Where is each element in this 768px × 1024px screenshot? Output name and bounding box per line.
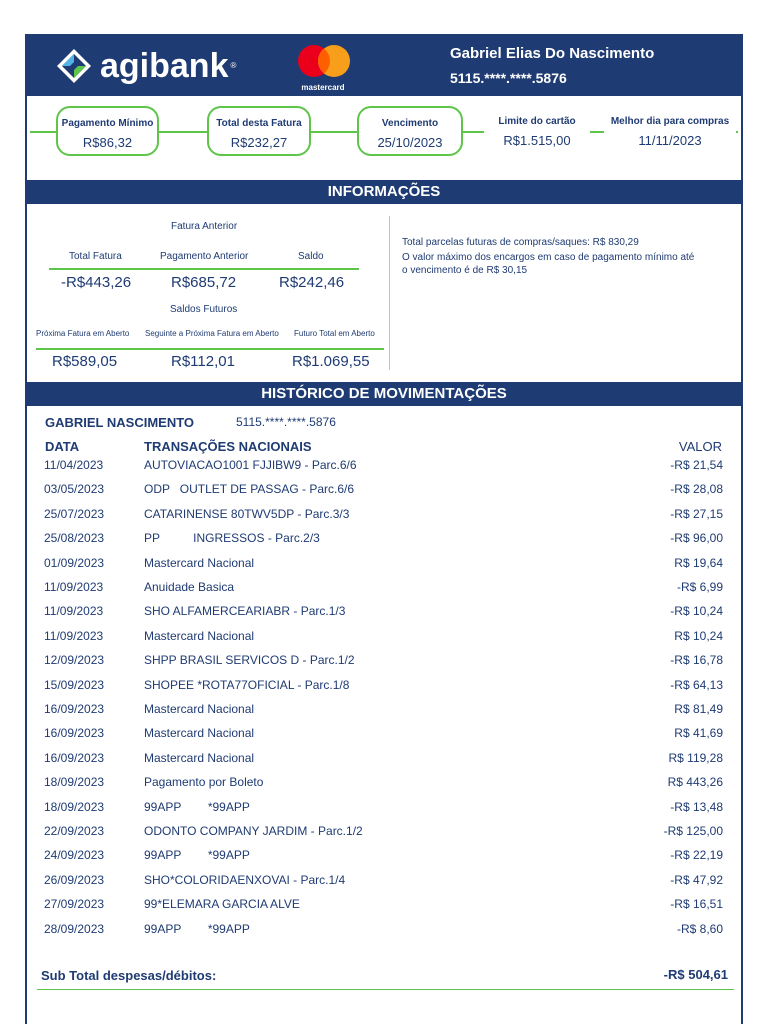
previous-col-payment: Pagamento Anterior xyxy=(160,251,249,262)
transaction-value: -R$ 10,24 xyxy=(670,604,723,619)
mastercard-logo xyxy=(292,42,354,94)
summary-label: Pagamento Mínimo xyxy=(61,118,154,129)
transaction-date: 11/09/2023 xyxy=(44,604,104,619)
transaction-date: 16/09/2023 xyxy=(44,750,105,765)
previous-invoice-heading: Fatura Anterior xyxy=(171,221,238,232)
transaction-description: 99APP *99APP xyxy=(144,921,250,936)
transaction-description: 99*ELEMARA GARCIA ALVE xyxy=(144,897,300,912)
transaction-date: 18/09/2023 xyxy=(44,799,105,814)
previous-divider xyxy=(49,268,359,270)
transaction-value: -R$ 47,92 xyxy=(670,872,723,887)
transaction-row xyxy=(0,702,768,726)
card-number: 5115.****.****.5876 xyxy=(450,70,567,86)
subtotal-underline xyxy=(37,989,734,990)
future-col-total: Futuro Total em Aberto xyxy=(294,329,375,338)
transaction-value: -R$ 16,78 xyxy=(670,653,723,668)
transaction-row xyxy=(0,824,768,848)
previous-total-value: -R$443,26 xyxy=(61,274,132,291)
transaction-row xyxy=(0,897,768,921)
transaction-date: 25/07/2023 xyxy=(44,506,105,521)
transaction-description: Pagamento por Boleto xyxy=(144,775,264,790)
mastercard-label: mastercard xyxy=(301,83,345,92)
transaction-value: R$ 443,26 xyxy=(667,775,723,790)
future-col-next: Próxima Fatura em Aberto xyxy=(36,329,130,338)
column-header-value: VALOR xyxy=(678,439,722,454)
summary-label: Total desta Fatura xyxy=(216,118,302,129)
transaction-date: 22/09/2023 xyxy=(44,824,105,838)
transaction-date: 16/09/2023 xyxy=(44,726,105,741)
transaction-date: 11/04/2023 xyxy=(44,458,104,472)
subtotal-value: -R$ 504,61 xyxy=(663,967,728,982)
transaction-date: 01/09/2023 xyxy=(44,555,105,570)
column-header-date: DATA xyxy=(45,439,80,454)
future-col-following: Seguinte a Próxima Fatura em Aberto xyxy=(145,329,279,338)
transaction-description: 99APP *99APP xyxy=(144,848,250,863)
transaction-description: 99APP *99APP xyxy=(144,799,250,814)
transaction-description: CATARINENSE 80TWV5DP - Parc.3/3 xyxy=(144,506,350,521)
transaction-row xyxy=(0,873,768,897)
summary-label: Vencimento xyxy=(381,118,439,129)
history-card-number: 5115.****.****.5876 xyxy=(236,415,336,429)
transaction-row xyxy=(0,922,768,946)
info-note-line: o vencimento é de R$ 30,15 xyxy=(402,265,528,276)
transaction-value: -R$ 21,54 xyxy=(670,458,723,472)
summary-value: R$232,27 xyxy=(230,135,288,150)
transaction-description: Mastercard Nacional xyxy=(144,628,255,643)
transaction-row xyxy=(0,726,768,750)
history-holder-name: GABRIEL NASCIMENTO xyxy=(45,415,195,430)
transaction-date: 16/09/2023 xyxy=(44,702,105,716)
transaction-description: Anuidade Basica xyxy=(144,580,235,594)
summary-minimum-payment xyxy=(56,106,159,156)
transaction-description: ODONTO COMPANY JARDIM - Parc.1/2 xyxy=(144,824,363,838)
previous-payment-value: R$685,72 xyxy=(171,274,237,291)
summary-invoice-total xyxy=(207,106,311,156)
transaction-row xyxy=(0,604,768,628)
transaction-date: 11/09/2023 xyxy=(44,628,104,643)
transaction-description: Mastercard Nacional xyxy=(144,750,255,765)
info-column-divider xyxy=(389,216,390,370)
summary-best-purchase-day xyxy=(604,106,736,156)
agibank-logo-icon xyxy=(56,48,92,84)
transaction-row xyxy=(0,531,768,555)
transaction-description: Mastercard Nacional xyxy=(144,726,255,741)
transaction-description: SHO ALFAMERCEARIABR - Parc.1/3 xyxy=(144,604,346,619)
summary-value: 25/10/2023 xyxy=(377,135,443,150)
transaction-date: 25/08/2023 xyxy=(44,531,105,546)
column-header-transactions: TRANSAÇÕES NACIONAIS xyxy=(144,439,312,454)
future-balances-heading: Saldos Futuros xyxy=(170,304,238,315)
transaction-row xyxy=(0,800,768,824)
agibank-logo: agibank ® xyxy=(56,48,236,84)
transaction-date: 24/09/2023 xyxy=(44,848,105,863)
transaction-row xyxy=(0,629,768,653)
transaction-row xyxy=(0,482,768,506)
transaction-date: 26/09/2023 xyxy=(44,872,105,887)
transaction-date: 15/09/2023 xyxy=(44,677,105,692)
future-divider xyxy=(36,348,384,350)
transaction-value: R$ 81,49 xyxy=(674,702,723,716)
subtotal-label: Sub Total despesas/débitos: xyxy=(41,968,217,983)
transaction-row xyxy=(0,848,768,872)
transaction-value: R$ 41,69 xyxy=(674,726,723,741)
transaction-description: PP INGRESSOS - Parc.2/3 xyxy=(144,531,320,546)
transaction-row xyxy=(0,678,768,702)
transaction-description: Mastercard Nacional xyxy=(144,702,255,716)
transaction-value: -R$ 8,60 xyxy=(676,921,723,936)
previous-balance-value: R$242,46 xyxy=(279,274,345,291)
transaction-row xyxy=(0,653,768,677)
summary-label: Limite do cartão xyxy=(498,116,576,127)
transaction-row xyxy=(0,458,768,482)
future-next-value: R$589,05 xyxy=(52,353,118,370)
transaction-description: ODP OUTLET DE PASSAG - Parc.6/6 xyxy=(144,482,355,497)
transaction-date: 28/09/2023 xyxy=(44,921,105,936)
transaction-row xyxy=(0,507,768,531)
transaction-value: -R$ 22,19 xyxy=(670,848,723,863)
transaction-value: R$ 19,64 xyxy=(674,555,723,570)
transaction-value: R$ 10,24 xyxy=(674,628,723,643)
future-total-value: R$1.069,55 xyxy=(292,353,370,370)
transaction-description: SHPP BRASIL SERVICOS D - Parc.1/2 xyxy=(144,653,355,668)
transaction-value: R$ 119,28 xyxy=(668,750,723,765)
transaction-date: 27/09/2023 xyxy=(44,897,105,912)
history-section-header: HISTÓRICO DE MOVIMENTAÇÕES xyxy=(25,382,743,406)
transaction-value: -R$ 16,51 xyxy=(670,897,723,912)
transaction-row xyxy=(0,556,768,580)
transaction-row xyxy=(0,751,768,775)
summary-value: R$1.515,00 xyxy=(503,133,571,148)
logo-text: agibank xyxy=(100,47,229,85)
transaction-description: Mastercard Nacional xyxy=(144,555,255,570)
transaction-date: 03/05/2023 xyxy=(44,482,105,497)
transaction-value: -R$ 13,48 xyxy=(670,799,723,814)
info-note-line: Total parcelas futuras de compras/saques: R$ 830,29 xyxy=(402,237,639,248)
transaction-value: -R$ 96,00 xyxy=(670,531,723,546)
transaction-value: -R$ 6,99 xyxy=(676,580,723,594)
transaction-description: SHO*COLORIDAENXOVAI - Parc.1/4 xyxy=(144,872,346,887)
future-following-value: R$112,01 xyxy=(171,353,235,370)
transaction-description: AUTOVIACAO1001 FJJIBW9 - Parc.6/6 xyxy=(144,458,357,472)
transaction-row xyxy=(0,580,768,604)
transaction-date: 11/09/2023 xyxy=(44,580,104,594)
mastercard-circles-icon xyxy=(292,42,354,82)
card-holder-name: Gabriel Elias Do Nascimento xyxy=(450,45,655,62)
summary-value: R$86,32 xyxy=(82,135,133,150)
transaction-value: -R$ 125,00 xyxy=(663,824,723,838)
transaction-row xyxy=(0,775,768,799)
transaction-value: -R$ 28,08 xyxy=(670,482,723,497)
previous-col-balance: Saldo xyxy=(298,251,324,262)
transaction-value: -R$ 27,15 xyxy=(670,506,723,521)
info-note-line: O valor máximo dos encargos em caso de pagamento mínimo até xyxy=(402,252,695,263)
transaction-value: -R$ 64,13 xyxy=(670,677,723,692)
transaction-description: SHOPEE *ROTA77OFICIAL - Parc.1/8 xyxy=(144,677,350,692)
summary-label: Melhor dia para compras xyxy=(610,116,730,127)
info-section-header: INFORMAÇÕES xyxy=(25,180,743,204)
summary-card-limit xyxy=(484,106,590,156)
transaction-date: 18/09/2023 xyxy=(44,775,105,790)
transaction-date: 12/09/2023 xyxy=(44,653,105,668)
previous-col-total: Total Fatura xyxy=(69,251,122,262)
summary-due-date xyxy=(357,106,463,156)
summary-value: 11/11/2023 xyxy=(638,133,702,148)
